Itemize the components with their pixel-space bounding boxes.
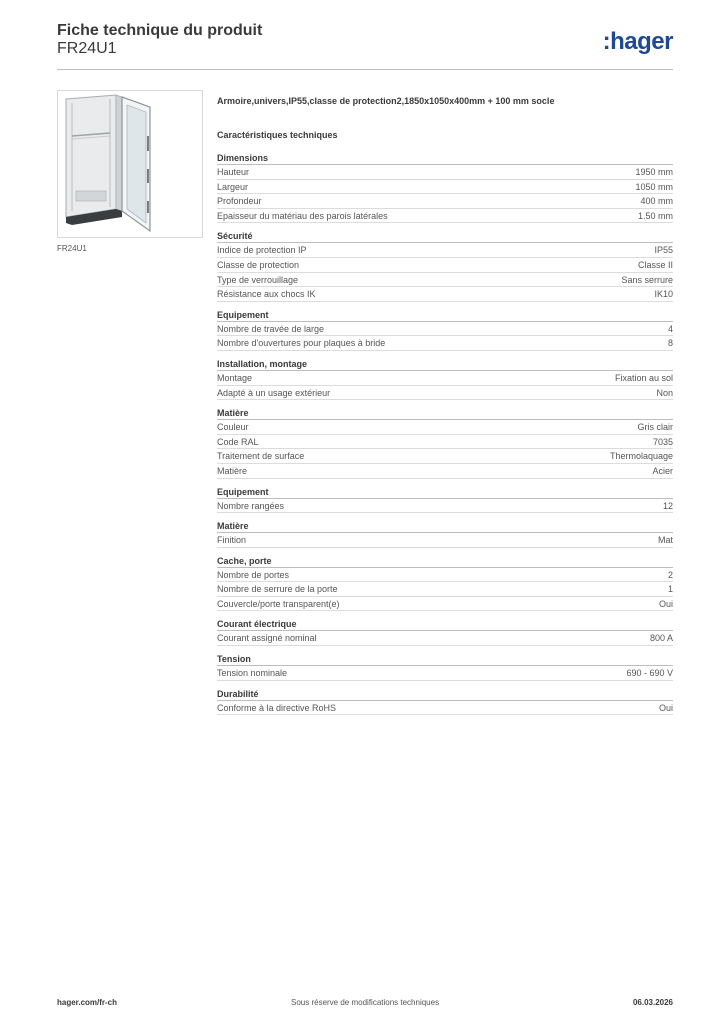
spec-group-title: Sécurité bbox=[217, 230, 673, 243]
spec-group bbox=[217, 230, 673, 301]
spec-group bbox=[217, 653, 673, 681]
spec-value: Acier bbox=[652, 465, 673, 476]
spec-label: Nombre de portes bbox=[217, 569, 290, 580]
spec-row bbox=[217, 420, 673, 435]
product-description: Armoire,univers,IP55,classe de protection2,1850x1050x400mm + 100 mm socle bbox=[217, 96, 555, 106]
footer-date: 06.03.2026 bbox=[632, 998, 673, 1007]
spec-row bbox=[217, 273, 673, 288]
spec-group bbox=[217, 358, 673, 400]
spec-row bbox=[217, 371, 673, 386]
spec-group-title: Equipement bbox=[217, 309, 673, 322]
spec-value: Oui bbox=[658, 598, 673, 609]
spec-group-title: Installation, montage bbox=[217, 358, 673, 371]
spec-group bbox=[217, 486, 673, 514]
spec-label: Couleur bbox=[217, 422, 249, 433]
spec-value: IK10 bbox=[654, 289, 673, 300]
spec-label: Résistance aux chocs IK bbox=[217, 289, 316, 300]
spec-value: Mat bbox=[657, 535, 673, 546]
spec-group bbox=[217, 407, 673, 478]
spec-label: Couvercle/porte transparent(e) bbox=[217, 598, 340, 609]
image-caption: FR24U1 bbox=[57, 244, 87, 253]
spec-groups bbox=[217, 152, 673, 715]
spec-label: Code RAL bbox=[217, 436, 259, 447]
spec-row bbox=[217, 258, 673, 273]
spec-value: Classe II bbox=[637, 259, 673, 270]
spec-row bbox=[217, 499, 673, 514]
spec-label: Adapté à un usage extérieur bbox=[217, 387, 331, 398]
spec-group-title: Durabilité bbox=[217, 688, 673, 701]
spec-group-title: Cache, porte bbox=[217, 555, 673, 568]
spec-value: Thermolaquage bbox=[609, 451, 673, 462]
page-title: Fiche technique du produit bbox=[57, 22, 263, 39]
spec-value: 400 mm bbox=[640, 196, 673, 207]
spec-row bbox=[217, 582, 673, 597]
spec-row bbox=[217, 165, 673, 180]
spec-row bbox=[217, 336, 673, 351]
spec-group bbox=[217, 520, 673, 548]
spec-row bbox=[217, 322, 673, 337]
spec-value: 800 A bbox=[649, 633, 673, 644]
spec-label: Epaisseur du matériau des parois latérales bbox=[217, 210, 388, 221]
spec-value: Oui bbox=[658, 702, 673, 713]
spec-row bbox=[217, 386, 673, 401]
spec-label: Traitement de surface bbox=[217, 451, 305, 462]
spec-group-title: Matière bbox=[217, 520, 673, 533]
footer-website: hager.com/fr-ch bbox=[57, 998, 118, 1007]
spec-value: Gris clair bbox=[637, 422, 673, 433]
spec-group bbox=[217, 688, 673, 716]
spec-value: IP55 bbox=[654, 245, 673, 256]
spec-row bbox=[217, 209, 673, 224]
spec-value: 12 bbox=[662, 500, 673, 511]
spec-row bbox=[217, 180, 673, 195]
hager-logo: :hager bbox=[602, 28, 673, 55]
product-image bbox=[57, 90, 203, 238]
spec-label: Indice de protection IP bbox=[217, 245, 307, 256]
product-reference: FR24U1 bbox=[57, 40, 117, 57]
spec-row bbox=[217, 435, 673, 450]
spec-value: 1 bbox=[667, 584, 673, 595]
spec-group-title: Courant électrique bbox=[217, 618, 673, 631]
spec-group-title: Equipement bbox=[217, 486, 673, 499]
spec-row bbox=[217, 449, 673, 464]
spec-value: 2 bbox=[667, 569, 673, 580]
spec-value: Non bbox=[656, 387, 673, 398]
spec-value: Sans serrure bbox=[621, 274, 673, 285]
spec-label: Montage bbox=[217, 372, 253, 383]
spec-row bbox=[217, 287, 673, 302]
spec-row bbox=[217, 568, 673, 583]
spec-value: 4 bbox=[667, 323, 673, 334]
spec-group-title: Dimensions bbox=[217, 152, 673, 165]
spec-row bbox=[217, 243, 673, 258]
cabinet-illustration bbox=[58, 91, 202, 237]
spec-group-title: Matière bbox=[217, 407, 673, 420]
spec-value: 7035 bbox=[652, 436, 673, 447]
footer-disclaimer: Sous réserve de modifications techniques bbox=[291, 998, 440, 1007]
spec-row bbox=[217, 666, 673, 681]
spec-row bbox=[217, 597, 673, 612]
spec-label: Nombre de travée de large bbox=[217, 323, 325, 334]
spec-content bbox=[217, 96, 673, 722]
spec-row bbox=[217, 631, 673, 646]
spec-label: Tension nominale bbox=[217, 668, 288, 679]
spec-heading: Caractéristiques techniques bbox=[217, 130, 338, 140]
spec-value: 1.50 mm bbox=[637, 210, 673, 221]
spec-label: Matière bbox=[217, 465, 248, 476]
spec-label: Nombre rangées bbox=[217, 500, 285, 511]
spec-label: Type de verrouillage bbox=[217, 274, 299, 285]
spec-group bbox=[217, 555, 673, 612]
spec-row bbox=[217, 194, 673, 209]
spec-label: Conforme à la directive RoHS bbox=[217, 702, 337, 713]
spec-value: 690 - 690 V bbox=[626, 668, 673, 679]
spec-label: Nombre de serrure de la porte bbox=[217, 584, 338, 595]
spec-label: Finition bbox=[217, 535, 247, 546]
spec-group-title: Tension bbox=[217, 653, 673, 666]
spec-label: Nombre d'ouvertures pour plaques à bride bbox=[217, 338, 386, 349]
spec-group bbox=[217, 309, 673, 351]
spec-label: Hauteur bbox=[217, 167, 250, 177]
spec-row bbox=[217, 464, 673, 479]
spec-label: Classe de protection bbox=[217, 259, 300, 270]
spec-value: 8 bbox=[667, 338, 673, 349]
spec-label: Courant assigné nominal bbox=[217, 633, 317, 644]
spec-label: Largeur bbox=[217, 181, 249, 192]
page-header bbox=[57, 22, 673, 70]
spec-value: 1050 mm bbox=[635, 181, 673, 192]
spec-row bbox=[217, 533, 673, 548]
spec-value: 1950 mm bbox=[635, 167, 673, 177]
spec-label: Profondeur bbox=[217, 196, 262, 207]
spec-group bbox=[217, 618, 673, 646]
spec-group bbox=[217, 152, 673, 223]
spec-value: Fixation au sol bbox=[614, 372, 673, 383]
spec-row bbox=[217, 701, 673, 716]
